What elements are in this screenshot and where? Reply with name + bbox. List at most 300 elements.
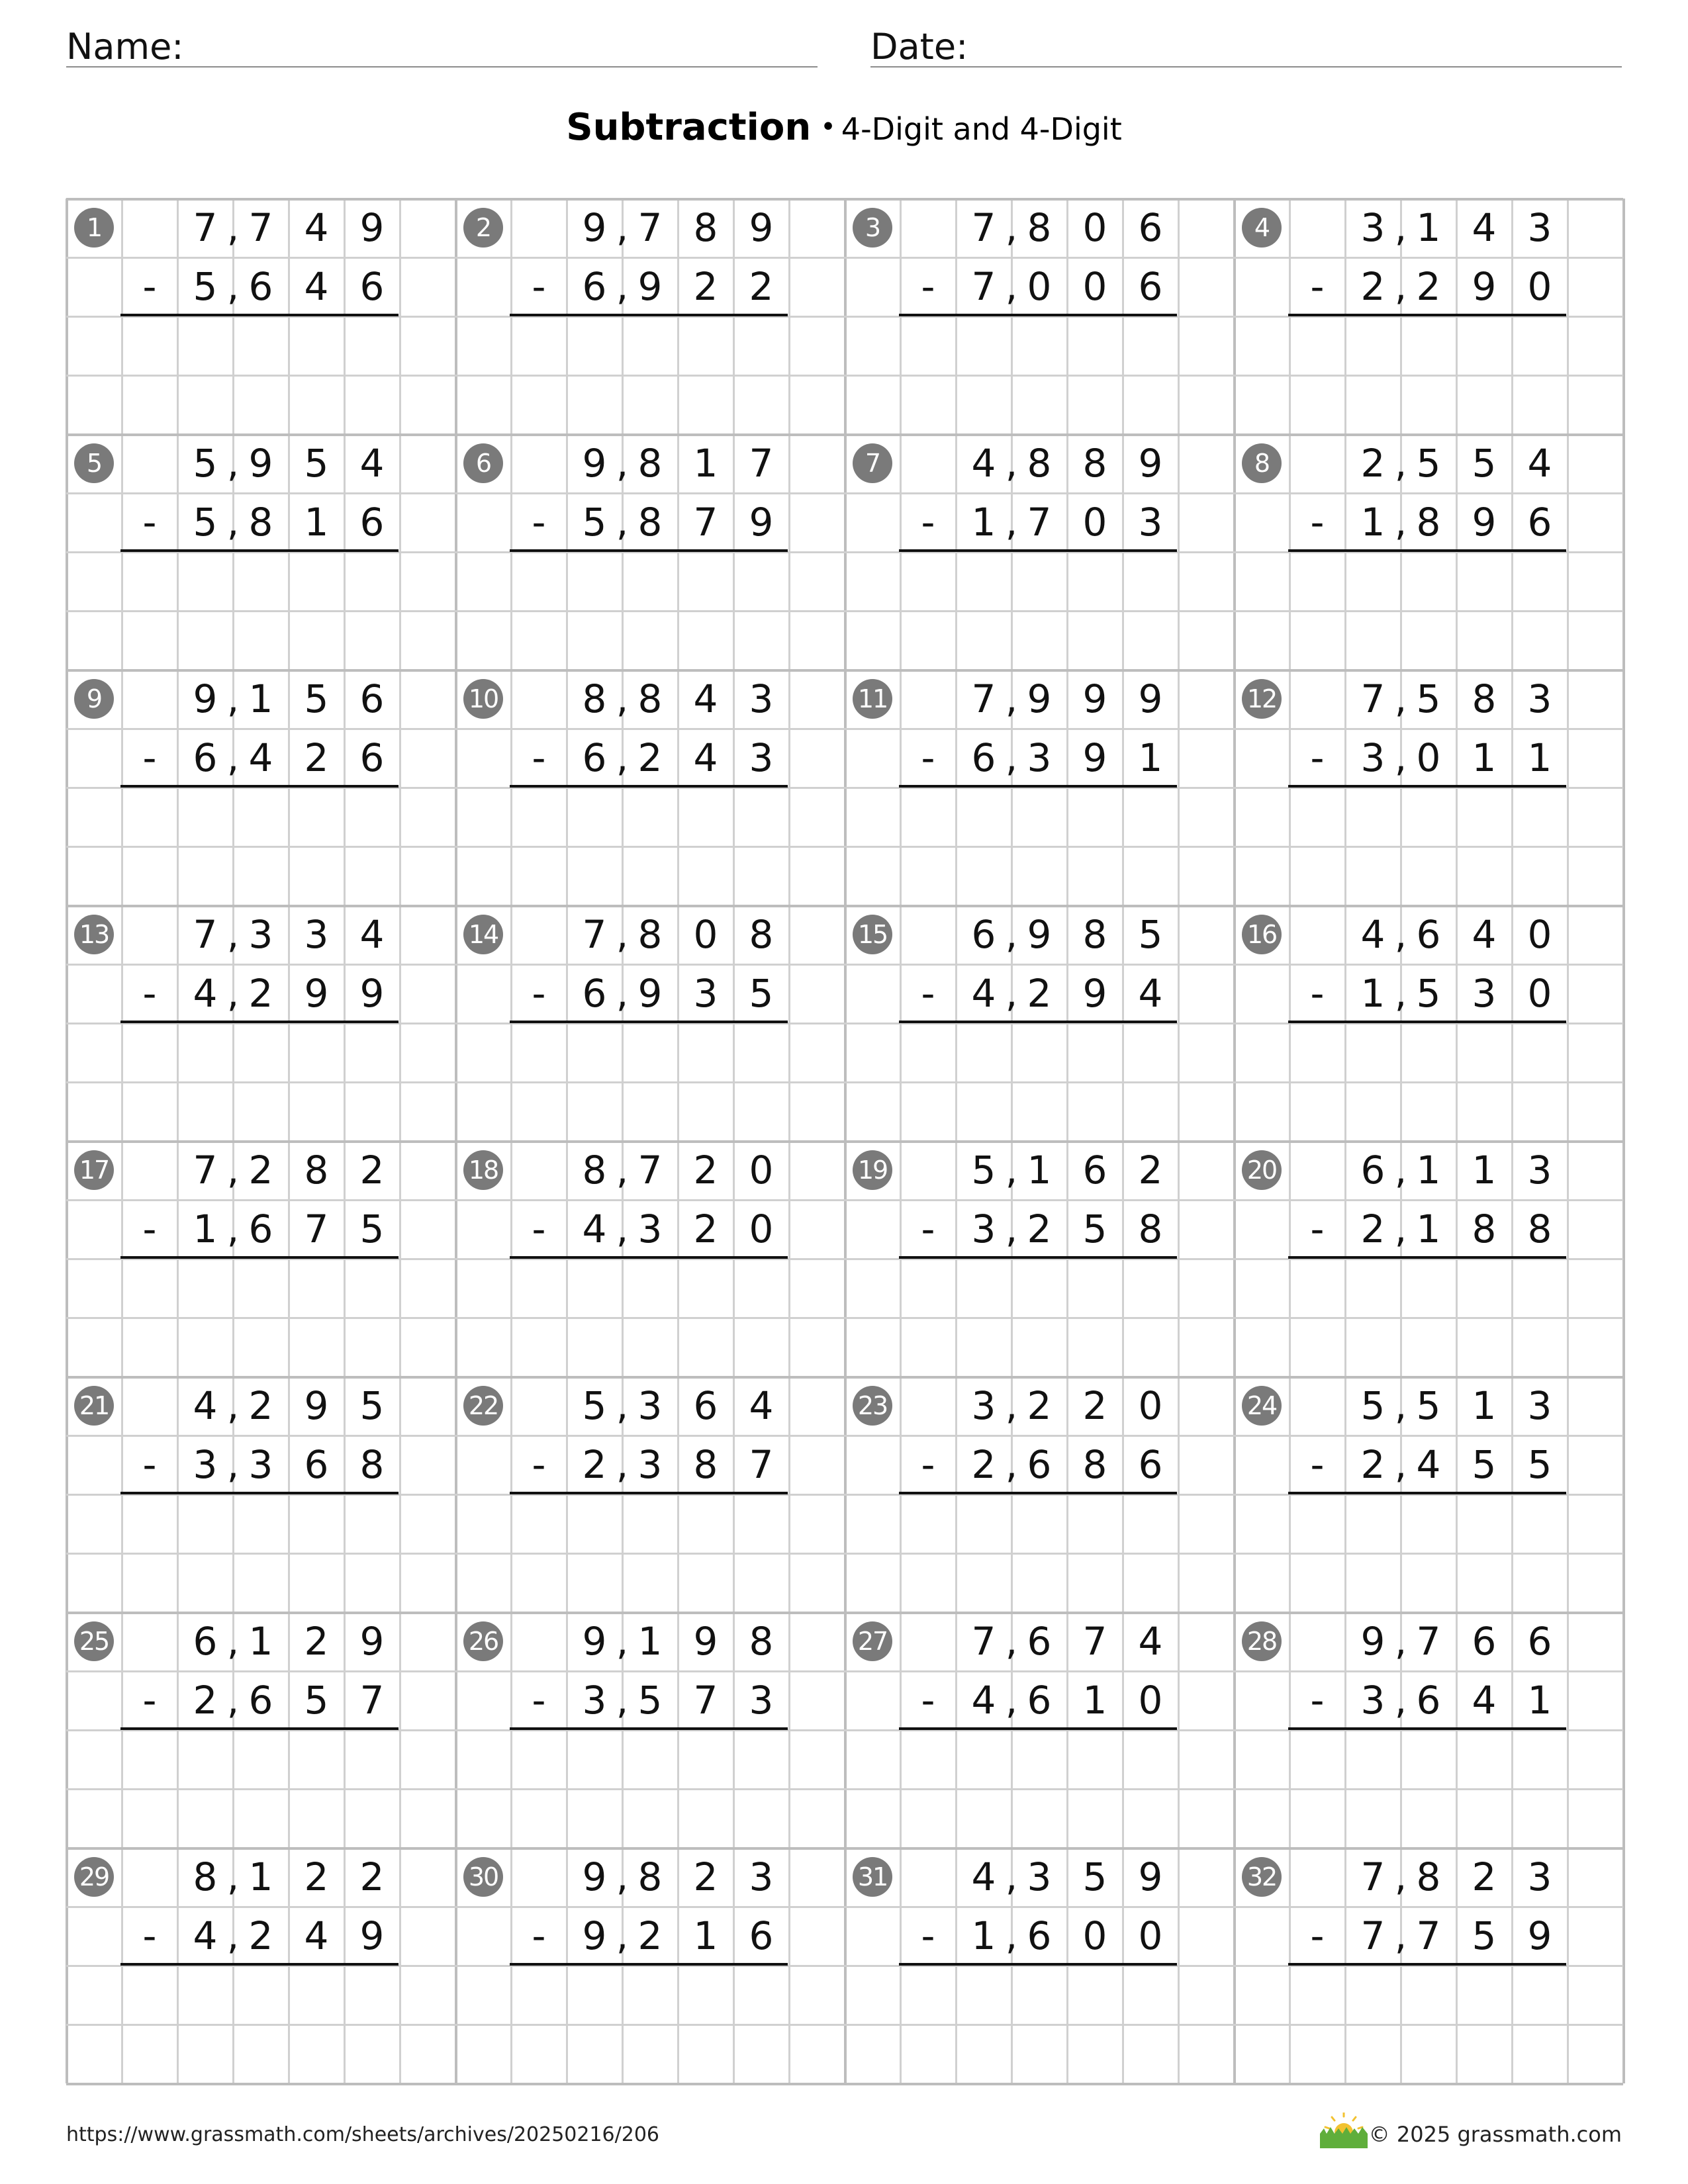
minuend-digit: 9 (582, 441, 607, 486)
subtrahend-digit: 8 (1472, 1206, 1497, 1251)
answer-line (510, 1963, 788, 1966)
minuend-digit: 4 (1138, 1619, 1163, 1664)
subtrahend-comma: , (616, 500, 629, 545)
minuend-comma: , (1005, 1383, 1018, 1428)
minuend-digit: 6 (193, 1619, 218, 1664)
subtrahend-digit: 5 (193, 264, 218, 309)
subtrahend-digit: 2 (1360, 264, 1385, 309)
minuend-comma: , (1005, 1854, 1018, 1899)
minus-sign: - (1310, 971, 1325, 1016)
subtrahend-digit: 5 (1416, 971, 1441, 1016)
minuend-digit: 2 (304, 1854, 329, 1899)
title-main: Subtraction (566, 106, 812, 149)
problem-number-badge: 4 (1242, 208, 1282, 248)
subtrahend-comma: , (226, 1678, 240, 1723)
subtrahend-digit: 2 (582, 1442, 607, 1487)
minuend-digit: 5 (1416, 1383, 1441, 1428)
subtrahend-digit: 2 (1360, 1206, 1385, 1251)
answer-line (1288, 1492, 1566, 1494)
minuend-digit: 1 (637, 1619, 663, 1664)
subtrahend-digit: 3 (248, 1442, 273, 1487)
minuend-digit: 7 (1082, 1619, 1107, 1664)
subtrahend-digit: 8 (248, 500, 273, 545)
minuend-digit: 6 (693, 1383, 718, 1428)
answer-line (1288, 549, 1566, 552)
minuend-digit: 8 (1472, 676, 1497, 721)
subtrahend-digit: 0 (1082, 264, 1107, 309)
minuend-digit: 6 (1527, 1619, 1552, 1664)
subtrahend-digit: 4 (304, 264, 329, 309)
subtrahend-comma: , (226, 971, 240, 1016)
subtrahend-digit: 6 (1527, 500, 1552, 545)
minuend-digit: 3 (1527, 205, 1552, 250)
subtrahend-digit: 7 (1360, 1913, 1385, 1958)
problem-number-badge: 12 (1242, 679, 1282, 719)
problem-number-badge: 7 (853, 443, 892, 483)
minuend-digit: 7 (1360, 1854, 1385, 1899)
minuend-digit: 3 (1527, 1148, 1552, 1193)
subtrahend-digit: 9 (1472, 500, 1497, 545)
answer-line (120, 1256, 399, 1259)
minuend-digit: 7 (582, 912, 607, 957)
minus-sign: - (1310, 500, 1325, 545)
subtrahend-digit: 0 (1027, 264, 1052, 309)
subtrahend-comma: , (1394, 1442, 1407, 1487)
minuend-digit: 2 (1472, 1854, 1497, 1899)
answer-line (1288, 1727, 1566, 1730)
minuend-digit: 3 (1027, 1854, 1052, 1899)
answer-line (899, 1492, 1177, 1494)
subtrahend-comma: , (1005, 1442, 1018, 1487)
subtrahend-digit: 6 (971, 735, 996, 780)
sun-over-grass-icon (1317, 2113, 1370, 2150)
minuend-digit: 8 (749, 912, 774, 957)
minuend-digit: 5 (193, 441, 218, 486)
minuend-comma: , (226, 1619, 240, 1664)
subtrahend-digit: 0 (749, 1206, 774, 1251)
minuend-digit: 5 (359, 1383, 385, 1428)
subtrahend-digit: 3 (582, 1678, 607, 1723)
minuend-digit: 8 (693, 205, 718, 250)
subtrahend-digit: 1 (1472, 735, 1497, 780)
subtrahend-digit: 1 (1082, 1678, 1107, 1723)
subtrahend-digit: 9 (1472, 264, 1497, 309)
answer-line (899, 1021, 1177, 1023)
minuend-comma: , (226, 205, 240, 250)
minus-sign: - (142, 1442, 157, 1487)
problem-number-badge: 21 (74, 1386, 114, 1426)
minus-sign: - (921, 1206, 935, 1251)
subtrahend-digit: 6 (248, 264, 273, 309)
problem-number-badge: 26 (463, 1621, 503, 1661)
subtrahend-digit: 2 (304, 735, 329, 780)
subtrahend-digit: 4 (582, 1206, 607, 1251)
minus-sign: - (921, 500, 935, 545)
minuend-comma: , (616, 1383, 629, 1428)
minus-sign: - (921, 971, 935, 1016)
subtrahend-digit: 4 (693, 735, 718, 780)
subtrahend-digit: 5 (1472, 1913, 1497, 1958)
minuend-digit: 4 (971, 1854, 996, 1899)
minuend-digit: 3 (1527, 1383, 1552, 1428)
subtrahend-digit: 3 (637, 1206, 663, 1251)
subtrahend-digit: 9 (304, 971, 329, 1016)
minuend-digit: 2 (1360, 441, 1385, 486)
subtrahend-comma: , (1005, 735, 1018, 780)
minuend-digit: 8 (193, 1854, 218, 1899)
problem-number-badge: 15 (853, 915, 892, 954)
minuend-digit: 7 (248, 205, 273, 250)
minuend-digit: 7 (749, 441, 774, 486)
subtrahend-digit: 4 (1416, 1442, 1441, 1487)
minuend-comma: , (1005, 1619, 1018, 1664)
subtrahend-comma: , (226, 1913, 240, 1958)
minus-sign: - (1310, 1913, 1325, 1958)
minuend-comma: , (616, 676, 629, 721)
minuend-comma: , (1394, 1854, 1407, 1899)
minuend-comma: , (616, 1148, 629, 1193)
minuend-digit: 5 (1472, 441, 1497, 486)
subtrahend-digit: 9 (1082, 735, 1107, 780)
subtrahend-comma: , (1394, 264, 1407, 309)
minuend-digit: 6 (1416, 912, 1441, 957)
minuend-digit: 0 (693, 912, 718, 957)
subtrahend-comma: , (1005, 1678, 1018, 1723)
minuend-digit: 1 (693, 441, 718, 486)
subtrahend-digit: 6 (1138, 1442, 1163, 1487)
minuend-digit: 7 (971, 676, 996, 721)
subtrahend-comma: , (616, 1442, 629, 1487)
minuend-digit: 0 (1527, 912, 1552, 957)
minuend-digit: 9 (193, 676, 218, 721)
subtrahend-digit: 1 (971, 1913, 996, 1958)
answer-line (899, 314, 1177, 316)
problem-number-badge: 16 (1242, 915, 1282, 954)
minuend-digit: 6 (1082, 1148, 1107, 1193)
minuend-comma: , (616, 1619, 629, 1664)
minuend-comma: , (1005, 912, 1018, 957)
subtrahend-comma: , (1394, 1206, 1407, 1251)
minuend-comma: , (1394, 1619, 1407, 1664)
minuend-digit: 5 (1416, 441, 1441, 486)
minuend-digit: 5 (1360, 1383, 1385, 1428)
problem-number-badge: 30 (463, 1857, 503, 1897)
subtrahend-digit: 3 (1027, 735, 1052, 780)
answer-line (120, 1727, 399, 1730)
subtrahend-digit: 5 (359, 1206, 385, 1251)
minus-sign: - (142, 1678, 157, 1723)
minuend-comma: , (226, 1148, 240, 1193)
subtrahend-digit: 4 (248, 735, 273, 780)
minuend-digit: 1 (1416, 205, 1441, 250)
minuend-digit: 3 (1360, 205, 1385, 250)
subtrahend-comma: , (226, 1206, 240, 1251)
subtrahend-digit: 4 (193, 1913, 218, 1958)
subtrahend-digit: 5 (637, 1678, 663, 1723)
footer-url[interactable]: https://www.grassmath.com/sheets/archives/20250216/206 (66, 2123, 660, 2146)
subtrahend-digit: 4 (971, 971, 996, 1016)
problem-number-badge: 11 (853, 679, 892, 719)
minus-sign: - (1310, 735, 1325, 780)
minuend-digit: 4 (1472, 205, 1497, 250)
subtrahend-digit: 8 (1416, 500, 1441, 545)
subtrahend-digit: 2 (248, 1913, 273, 1958)
minuend-digit: 4 (971, 441, 996, 486)
subtrahend-digit: 4 (1472, 1678, 1497, 1723)
subtrahend-digit: 6 (1027, 1913, 1052, 1958)
subtrahend-digit: 2 (971, 1442, 996, 1487)
grid-line-horizontal (66, 2083, 1623, 2085)
minuend-digit: 8 (1027, 205, 1052, 250)
subtrahend-comma: , (616, 1678, 629, 1723)
answer-line (899, 1963, 1177, 1966)
problem-number-badge: 3 (853, 208, 892, 248)
minuend-digit: 5 (1082, 1854, 1107, 1899)
subtrahend-digit: 8 (637, 500, 663, 545)
minuend-comma: , (1394, 676, 1407, 721)
minuend-digit: 9 (359, 205, 385, 250)
subtrahend-digit: 2 (193, 1678, 218, 1723)
subtrahend-digit: 0 (1527, 971, 1552, 1016)
minus-sign: - (142, 264, 157, 309)
subtrahend-digit: 7 (971, 264, 996, 309)
subtrahend-digit: 6 (359, 735, 385, 780)
minuend-digit: 5 (971, 1148, 996, 1193)
subtrahend-digit: 3 (971, 1206, 996, 1251)
minuend-digit: 7 (971, 205, 996, 250)
minuend-digit: 8 (637, 441, 663, 486)
subtrahend-digit: 9 (359, 1913, 385, 1958)
minuend-digit: 8 (749, 1619, 774, 1664)
minus-sign: - (142, 735, 157, 780)
subtrahend-digit: 5 (1472, 1442, 1497, 1487)
subtrahend-digit: 0 (1082, 500, 1107, 545)
minuend-digit: 9 (749, 205, 774, 250)
answer-line (510, 1021, 788, 1023)
subtrahend-digit: 2 (1027, 971, 1052, 1016)
subtrahend-digit: 8 (693, 1442, 718, 1487)
subtrahend-digit: 5 (304, 1678, 329, 1723)
answer-line (1288, 785, 1566, 788)
minuend-comma: , (226, 1383, 240, 1428)
answer-line (510, 1256, 788, 1259)
subtrahend-digit: 1 (1527, 735, 1552, 780)
subtrahend-digit: 2 (637, 1913, 663, 1958)
subtrahend-digit: 1 (693, 1913, 718, 1958)
subtrahend-digit: 1 (304, 500, 329, 545)
minuend-digit: 2 (304, 1619, 329, 1664)
minuend-digit: 8 (582, 676, 607, 721)
subtrahend-digit: 1 (1360, 971, 1385, 1016)
minuend-digit: 3 (304, 912, 329, 957)
name-label: Name: (66, 26, 184, 68)
subtrahend-digit: 4 (971, 1678, 996, 1723)
problem-number-badge: 20 (1242, 1150, 1282, 1190)
minuend-digit: 7 (193, 1148, 218, 1193)
subtrahend-digit: 9 (1082, 971, 1107, 1016)
problem-number-badge: 18 (463, 1150, 503, 1190)
minuend-digit: 3 (1527, 676, 1552, 721)
answer-line (120, 314, 399, 316)
subtrahend-digit: 0 (1416, 735, 1441, 780)
subtrahend-digit: 3 (1138, 500, 1163, 545)
minuend-digit: 1 (1027, 1148, 1052, 1193)
subtrahend-comma: , (616, 971, 629, 1016)
minuend-comma: , (1394, 1383, 1407, 1428)
minus-sign: - (532, 1206, 546, 1251)
minuend-digit: 9 (1027, 912, 1052, 957)
minuend-digit: 3 (971, 1383, 996, 1428)
minuend-digit: 8 (304, 1148, 329, 1193)
subtrahend-digit: 6 (1138, 264, 1163, 309)
subtrahend-comma: , (226, 1442, 240, 1487)
subtrahend-digit: 6 (1416, 1678, 1441, 1723)
answer-line (120, 1492, 399, 1494)
minuend-digit: 1 (248, 676, 273, 721)
minuend-comma: , (1394, 441, 1407, 486)
minuend-digit: 7 (193, 205, 218, 250)
minus-sign: - (1310, 1442, 1325, 1487)
subtrahend-comma: , (226, 500, 240, 545)
problem-number-badge: 23 (853, 1386, 892, 1426)
subtrahend-digit: 5 (749, 971, 774, 1016)
minus-sign: - (532, 264, 546, 309)
minuend-digit: 8 (1027, 441, 1052, 486)
minuend-digit: 2 (359, 1854, 385, 1899)
minuend-digit: 7 (637, 1148, 663, 1193)
subtrahend-digit: 3 (1360, 1678, 1385, 1723)
subtrahend-digit: 8 (1527, 1206, 1552, 1251)
answer-line (510, 785, 788, 788)
subtrahend-digit: 3 (749, 1678, 774, 1723)
minuend-digit: 2 (359, 1148, 385, 1193)
problem-number-badge: 31 (853, 1857, 892, 1897)
problem-number-badge: 19 (853, 1150, 892, 1190)
minuend-digit: 2 (1082, 1383, 1107, 1428)
subtrahend-digit: 0 (1082, 1913, 1107, 1958)
minuend-digit: 8 (1416, 1854, 1441, 1899)
subtrahend-digit: 8 (359, 1442, 385, 1487)
subtrahend-digit: 9 (637, 264, 663, 309)
minus-sign: - (921, 264, 935, 309)
subtrahend-digit: 2 (1360, 1442, 1385, 1487)
minuend-digit: 5 (304, 441, 329, 486)
minuend-digit: 6 (1360, 1148, 1385, 1193)
subtrahend-digit: 6 (582, 735, 607, 780)
minus-sign: - (142, 500, 157, 545)
minuend-digit: 0 (749, 1148, 774, 1193)
minuend-digit: 2 (1138, 1148, 1163, 1193)
problem-number-badge: 27 (853, 1621, 892, 1661)
grid-line-horizontal (66, 1788, 1623, 1790)
subtrahend-comma: , (1005, 500, 1018, 545)
minuend-digit: 5 (1416, 676, 1441, 721)
subtrahend-digit: 3 (749, 735, 774, 780)
subtrahend-comma: , (226, 264, 240, 309)
minuend-digit: 9 (1138, 441, 1163, 486)
subtrahend-digit: 5 (1082, 1206, 1107, 1251)
subtrahend-digit: 4 (193, 971, 218, 1016)
minuend-comma: , (226, 676, 240, 721)
minuend-digit: 9 (693, 1619, 718, 1664)
subtrahend-digit: 9 (1527, 1913, 1552, 1958)
minuend-digit: 8 (637, 912, 663, 957)
subtrahend-digit: 3 (1360, 735, 1385, 780)
minuend-digit: 7 (637, 205, 663, 250)
subtrahend-digit: 6 (1027, 1678, 1052, 1723)
minuend-digit: 4 (749, 1383, 774, 1428)
subtrahend-digit: 7 (693, 500, 718, 545)
subtrahend-comma: , (1394, 971, 1407, 1016)
subtrahend-digit: 6 (1027, 1442, 1052, 1487)
minuend-digit: 1 (1472, 1383, 1497, 1428)
grid-line-horizontal (66, 846, 1623, 848)
problem-number-badge: 6 (463, 443, 503, 483)
answer-line (120, 549, 399, 552)
answer-line (899, 1256, 1177, 1259)
problem-number-badge: 32 (1242, 1857, 1282, 1897)
subtrahend-digit: 1 (193, 1206, 218, 1251)
minuend-digit: 9 (1360, 1619, 1385, 1664)
minuend-comma: , (226, 1854, 240, 1899)
subtrahend-comma: , (1005, 1913, 1018, 1958)
answer-line (1288, 314, 1566, 316)
answer-line (120, 1963, 399, 1966)
minuend-digit: 5 (1138, 912, 1163, 957)
subtrahend-digit: 8 (1138, 1206, 1163, 1251)
problem-number-badge: 25 (74, 1621, 114, 1661)
subtrahend-digit: 6 (248, 1678, 273, 1723)
answer-line (1288, 1256, 1566, 1259)
minus-sign: - (1310, 1206, 1325, 1251)
problem-number-badge: 22 (463, 1386, 503, 1426)
minuend-digit: 9 (1138, 676, 1163, 721)
grid-line-horizontal (66, 1081, 1623, 1083)
subtrahend-digit: 6 (582, 264, 607, 309)
subtrahend-digit: 7 (749, 1442, 774, 1487)
minus-sign: - (921, 1913, 935, 1958)
answer-line (899, 549, 1177, 552)
problem-number-badge: 9 (74, 679, 114, 719)
subtrahend-digit: 9 (749, 500, 774, 545)
minuend-digit: 8 (1082, 912, 1107, 957)
minuend-digit: 9 (304, 1383, 329, 1428)
minuend-digit: 9 (1082, 676, 1107, 721)
minuend-digit: 9 (582, 1619, 607, 1664)
answer-line (510, 314, 788, 316)
grid-line-horizontal (66, 2024, 1623, 2026)
minuend-digit: 9 (582, 205, 607, 250)
grid-line-horizontal (66, 610, 1623, 612)
minuend-digit: 8 (1082, 441, 1107, 486)
answer-line (1288, 1021, 1566, 1023)
subtrahend-comma: , (1394, 1678, 1407, 1723)
subtrahend-digit: 0 (1527, 264, 1552, 309)
subtrahend-digit: 2 (248, 971, 273, 1016)
subtrahend-digit: 3 (193, 1442, 218, 1487)
minuend-digit: 1 (1472, 1148, 1497, 1193)
footer-copyright: © 2025 grassmath.com (1368, 2122, 1622, 2147)
minuend-digit: 2 (693, 1148, 718, 1193)
problem-number-badge: 24 (1242, 1386, 1282, 1426)
subtrahend-digit: 7 (1416, 1913, 1441, 1958)
subtrahend-digit: 1 (1360, 500, 1385, 545)
minuend-comma: , (226, 441, 240, 486)
minuend-comma: , (616, 441, 629, 486)
subtrahend-digit: 9 (582, 1913, 607, 1958)
minuend-digit: 7 (971, 1619, 996, 1664)
minuend-digit: 2 (248, 1383, 273, 1428)
